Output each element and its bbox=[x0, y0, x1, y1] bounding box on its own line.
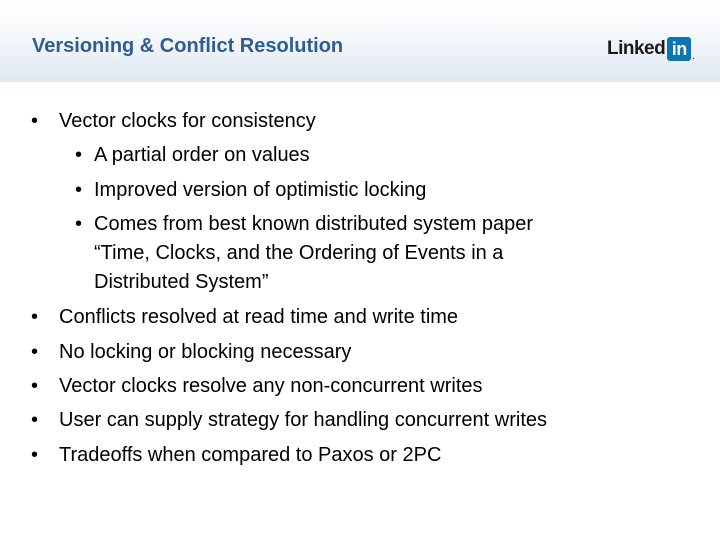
linkedin-logo-word: Linked bbox=[607, 38, 666, 59]
bullet-marker: • bbox=[31, 409, 39, 431]
bullet-marker: • bbox=[31, 444, 39, 466]
slide-title: Versioning & Conflict Resolution bbox=[32, 35, 344, 57]
bullet-item: Vector clocks resolve any non-concurrent writes bbox=[59, 375, 483, 397]
bullet-item: Vector clocks for consistency bbox=[59, 110, 316, 132]
sub-bullet-marker: • bbox=[75, 179, 83, 201]
bullet-marker: • bbox=[31, 375, 39, 397]
sub-bullet-item: A partial order on values bbox=[94, 144, 310, 166]
sub-bullet-marker: • bbox=[75, 213, 83, 235]
bullet-item: User can supply strategy for handling concurrent writes bbox=[59, 409, 548, 431]
sub-bullet-continuation: Distributed System” bbox=[94, 271, 269, 293]
sub-bullet-item: Comes from best known distributed system paper bbox=[94, 213, 534, 235]
bullet-marker: • bbox=[31, 341, 39, 363]
linkedin-logo-box: in bbox=[667, 37, 691, 61]
sub-bullet-item: Improved version of optimistic locking bbox=[94, 179, 427, 201]
bullet-marker: • bbox=[31, 306, 39, 328]
bullet-marker: • bbox=[31, 110, 39, 132]
linkedin-logo bbox=[607, 36, 695, 62]
bullet-item: Tradeoffs when compared to Paxos or 2PC bbox=[59, 444, 442, 466]
bullet-item: No locking or blocking necessary bbox=[59, 341, 352, 363]
linkedin-logo-mark: . bbox=[692, 51, 696, 62]
bullet-item: Conflicts resolved at read time and write time bbox=[59, 306, 459, 328]
sub-bullet-continuation: “Time, Clocks, and the Ordering of Events in a bbox=[94, 242, 504, 264]
slide-header bbox=[0, 0, 720, 82]
sub-bullet-marker: • bbox=[75, 144, 83, 166]
